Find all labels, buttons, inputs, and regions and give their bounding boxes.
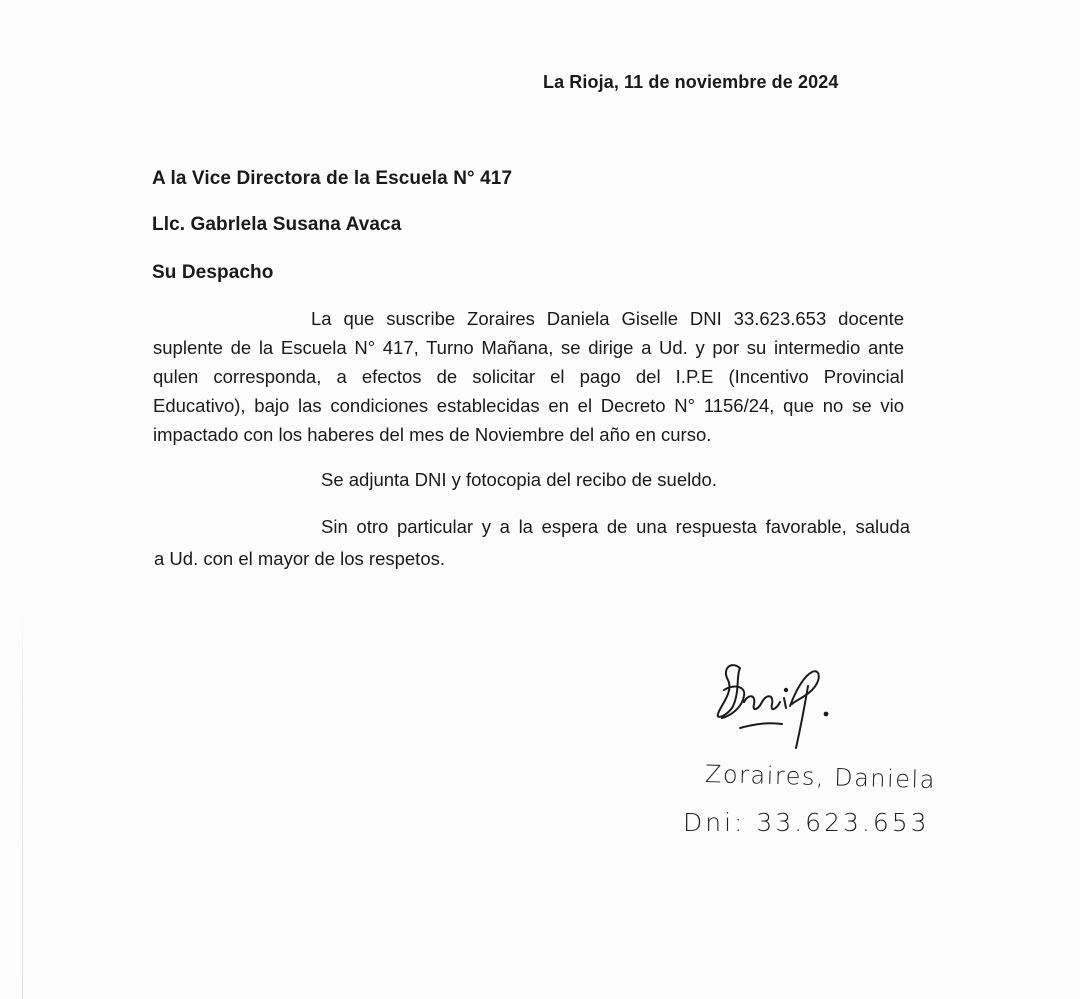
paragraph-1-line-1: La que suscribe Zoraires Daniela Giselle DNI 33.623.653 docente [311,308,904,329]
paragraph-1-line-4: Educativo), bajo las condiciones establecidas en el Decreto N° 1156/24, que no se vio [153,395,904,416]
handwritten-signature [700,650,860,760]
paragraph-3-line-2: a Ud. con el mayor de los respetos. [154,548,446,569]
paragraph-3-line-1: Sin otro particular y a la espera de una respuesta favorable, saluda [321,516,910,537]
paragraph-1-line-5: impactado con los haberes del mes de Noviembre del año en curso. [153,424,712,445]
page-edge-shadow [22,600,23,999]
paragraph-2: Se adjunta DNI y fotocopia del recibo de sueldo. [321,469,717,490]
recipient-line-3: Su Despacho [152,262,274,283]
paragraph-1-line-3: qulen corresponda, a efectos de solicitar el pago del I.P.E (Incentivo Provincial [153,366,904,387]
recipient-line-1: A la Vice Directora de la Escuela N° 417 [152,168,513,189]
handwritten-dni: Dni: 33.623.653 [683,808,930,837]
handwritten-name: Zoraires, Daniela [704,760,937,795]
letter-date: La Rioja, 11 de noviembre de 2024 [543,72,839,92]
paragraph-1-line-2: suplente de la Escuela N° 417, Turno Mañana, se dirige a Ud. y por su intermedio ante [153,337,904,358]
recipient-line-2: Llc. Gabrlela Susana Avaca [152,214,402,235]
